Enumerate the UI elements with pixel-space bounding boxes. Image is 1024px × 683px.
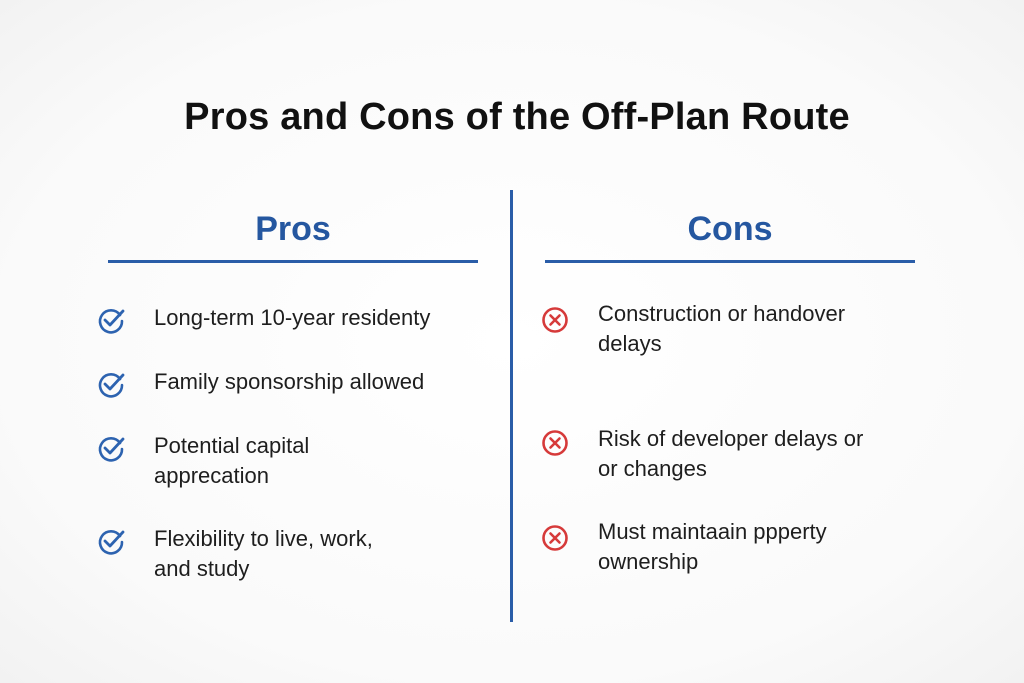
cons-item-line: delays [598,331,662,356]
pros-item-line: Potential capital [154,433,310,458]
pros-item-text [154,303,484,333]
pros-item-line: Flexibility to live, work, [154,526,373,551]
pros-item-text [154,431,484,491]
pros-underline [108,260,478,263]
pros-item-line: Long-term 10-year residenty [154,305,431,330]
check-circle-icon [96,305,126,335]
cons-heading: Cons [687,210,773,248]
cons-underline [545,260,915,263]
check-circle-icon [96,433,126,463]
x-circle-icon [540,428,570,458]
cons-item-text [598,299,928,359]
pros-item-text [154,524,484,584]
pros-item-text [154,367,484,397]
x-circle-icon [540,523,570,553]
pros-item-line: and study [154,556,250,581]
cons-item-line: Risk of developer delays or [598,426,864,451]
pros-item-line: Family sponsorship allowed [154,369,425,394]
check-circle-icon [96,369,126,399]
pros-item-line: apprecation [154,463,269,488]
cons-item-line: Must maintaain ppperty [598,519,827,544]
x-circle-icon [540,305,570,335]
cons-item-line: ownership [598,549,699,574]
cons-item-line: Construction or handover [598,301,846,326]
cons-item-text [598,424,928,484]
cons-item-text [598,517,928,577]
check-circle-icon [96,526,126,556]
cons-item-line: or changes [598,456,707,481]
column-divider [510,190,513,622]
pros-heading: Pros [255,210,331,248]
page-title: Pros and Cons of the Off-Plan Route [184,96,850,138]
